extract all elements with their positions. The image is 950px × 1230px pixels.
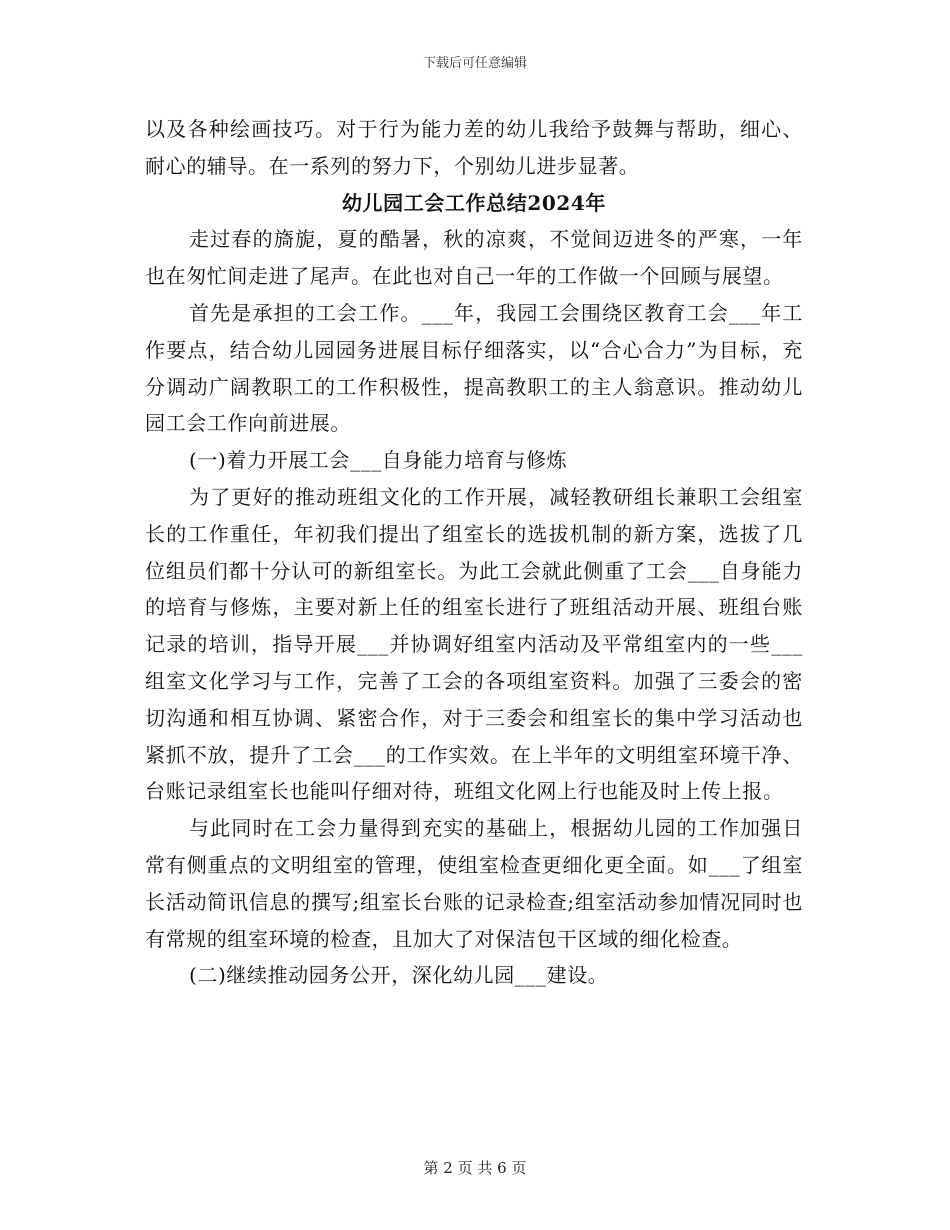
body-paragraph: 走过春的旖旎，夏的酷暑，秋的凉爽，不觉间迈进冬的严寒，一年也在匆忙间走进了尾声。在此也对自己一年的工作做一个回顾与展望。 (145, 227, 803, 289)
body-paragraph: 为了更好的推动班组文化的工作开展，减轻教研组长兼职工会组室长的工作重任，年初我们提出了组室长的选拔机制的新方案，选拔了几位组员们都十分认可的新组室长。为此工会就此侧重了工会___自身能力的培育与修炼，主要对新上任的组室长进行了班组活动开展、班组台账记录的培训，指导开展___并协调好组室内活动及平常组室内的一些___组室文化学习与工作，完善了工会的各项组室资料。加强了三委会的密切沟通和相互协调、紧密合作，对于三委会和组室长的集中学习活动也紧抓不放，提升了工会___的工作实效。在上半年的文明组室环境干净、台账记录组室长也能叫仔细对待，班组文化网上行也能及时上传上报。 (145, 484, 803, 804)
body-paragraph: 以及各种绘画技巧。对于行为能力差的幼儿我给予鼓舞与帮助，细心、耐心的辅导。在一系列的努力下，个别幼儿进步显著。 (145, 117, 803, 178)
page-header-note: 下载后可任意编辑 (422, 56, 527, 71)
subsection-heading: (一)着力开展工会___自身能力培育与修炼 (189, 448, 568, 473)
body-paragraph: 与此同时在工会力量得到充实的基础上，根据幼儿园的工作加强日常有侧重点的文明组室的管理，使组室检查更细化更全面。如___了组室长活动简讯信息的撰写;组室长台账的记录检查;组室活动参加情况同时也有常规的组室环境的检查，且加大了对保洁包干区域的细化检查。 (145, 816, 803, 951)
document-body (145, 111, 803, 994)
section-title: 幼儿园工会工作总结2024年 (341, 190, 607, 215)
subsection-heading: (二)继续推动园务公开，深化幼儿园___建设。 (189, 963, 609, 988)
body-paragraph: 首先是承担的工会工作。___年，我园工会围绕区教育工会___年工作要点，结合幼儿园园务进展目标仔细落实，以“合心合力”为目标，充分调动广阔教职工的工作积极性，提高教职工的主人翁意识。推动幼儿园工会工作向前进展。 (145, 300, 803, 436)
page-number-footer: 第 2 页 共 6 页 (423, 1159, 527, 1177)
